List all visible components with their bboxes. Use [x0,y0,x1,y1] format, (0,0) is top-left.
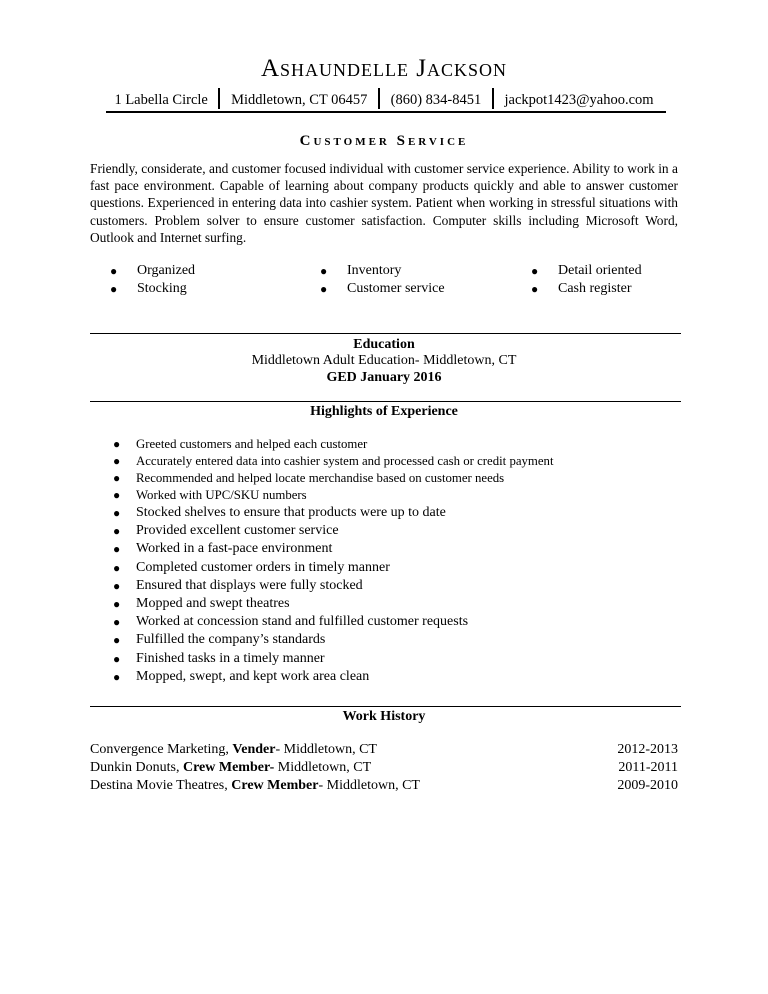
divider [90,706,681,707]
skills-list [90,262,678,302]
bullet-icon: ● [113,454,121,468]
bullet-icon: ● [110,264,118,278]
bullet-icon: ● [113,651,121,666]
phone: (860) 834-8451 [390,92,482,108]
work-location: Middletown, CT [274,760,372,775]
work-company: Convergence Marketing, [90,742,229,757]
skill-item: ● Stocking [110,281,187,296]
work-years: 2009-2010 [617,778,678,793]
divider [90,401,681,402]
work-title: Work History [342,709,426,724]
list-item: ● Accurately entered data into cashier system and processed cash or credit payment [113,454,554,468]
bullet-icon: ● [113,542,121,557]
list-item: ● Mopped and swept theatres [90,595,690,613]
separator [492,88,494,109]
skill-item: ● Inventory [320,263,402,278]
skill-item: ● Detail oriented [531,263,642,278]
work-row [90,777,678,795]
highlights-list [90,436,690,686]
list-item: ● Stocked shelves to ensure that products were up to date [90,504,690,522]
skills-column-1 [110,262,195,298]
list-item: ● Fulfilled the company’s standards [90,631,690,649]
work-row [90,741,678,759]
bullet-icon: ● [113,437,121,451]
summary-title: Customer Service [299,133,469,149]
bullet-icon: ● [113,615,121,630]
list-item: ● Finished tasks in a timely manner [90,650,690,668]
work-years: 2011-2011 [618,760,678,775]
separator [218,88,220,109]
header-rule [106,111,666,113]
list-item: ● Worked at concession stand and fulfilled customer requests [90,613,690,631]
bullet-icon: ● [113,471,121,485]
education-degree: GED January 2016 [326,370,442,385]
skill-item: ● Cash register [531,281,632,296]
applicant-name: Ashaundelle Jackson [260,55,508,82]
skill-item: ● Organized [110,263,196,278]
bullet-icon: ● [113,597,121,612]
bullet-icon: ● [113,488,121,502]
address: 1 Labella Circle [114,92,208,108]
bullet-icon: ● [113,506,121,520]
education-school: Middletown Adult Education- Middletown, CT [251,353,517,368]
list-item: ● Ensured that displays were fully stocked [90,577,690,595]
work-years: 2012-2013 [617,742,678,757]
contact-line [0,88,768,110]
divider [90,333,681,334]
work-role: Vender [232,742,276,757]
skills-column-2 [320,262,445,298]
bullet-icon: ● [113,578,121,593]
bullet-icon: ● [113,633,121,648]
city: Middletown, CT 06457 [231,92,368,108]
list-item: ● Greeted customers and helped each customer [113,437,368,451]
work-location: - Middletown, CT [275,742,377,757]
list-item: ● Worked in a fast-pace environment [90,540,690,558]
email: jackpot1423@yahoo.com [504,92,654,108]
bullet-icon: ● [113,669,121,684]
bullet-icon: ● [531,264,539,278]
education-title: Education [353,337,415,352]
work-row [90,759,678,777]
work-company: Dunkin Donuts, [90,760,180,775]
bullet-icon: ● [110,282,118,296]
summary-text: Friendly, considerate, and customer focused individual with customer service experience. Ability to work in a fast pace environment. Capable of learning about company products quickly and able to answer customer questions. Experienced in entering data into cashier system. Patient when working in stressful situations with customers. Problem solver to ensure customer satisfaction. Computer skills including Microsoft Word, Outlook and Internet surfing. [90,161,678,245]
list-item: ● Recommended and helped locate merchandise based on customer needs [113,471,505,485]
bullet-icon: ● [113,524,121,539]
list-item: ● Completed customer orders in timely manner [90,559,690,577]
work-company: Destina Movie Theatres, [90,778,228,793]
work-role: Crew Member [231,778,319,793]
list-item: ● Worked with UPC/SKU numbers [113,488,307,502]
separator [378,88,380,109]
bullet-icon: ● [113,560,121,575]
work-list [90,741,678,795]
bullet-icon: ● [320,282,328,296]
list-item: ● Mopped, swept, and kept work area clean [90,668,690,686]
bullet-icon: ● [320,264,328,278]
skills-column-3 [531,262,642,298]
work-role: Crew Member- [182,760,275,775]
highlights-title: Highlights of Experience [310,404,458,419]
bullet-icon: ● [531,282,539,296]
skill-item: ● Customer service [320,281,445,296]
list-item: ● Provided excellent customer service [90,522,690,540]
work-location: - Middletown, CT [318,778,420,793]
